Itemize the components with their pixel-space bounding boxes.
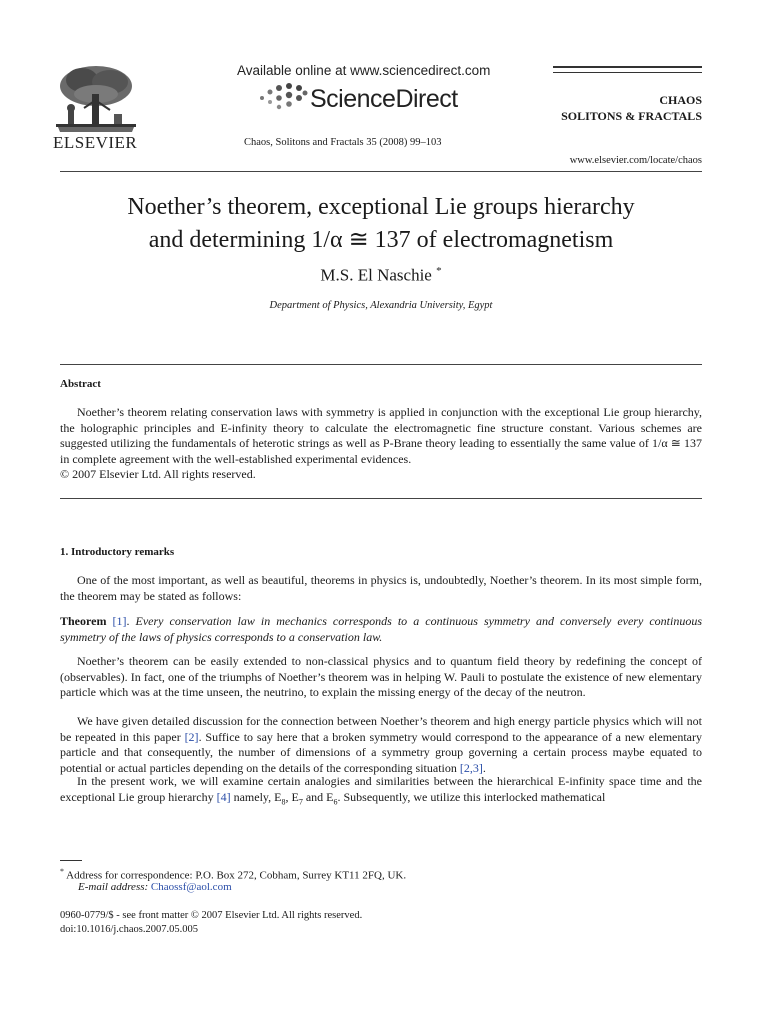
journal-title-line1: CHAOS <box>659 93 702 107</box>
article-title-line1: Noether’s theorem, exceptional Lie groups hierarchy <box>127 194 635 220</box>
author-line <box>60 265 702 286</box>
theorem-statement <box>60 614 702 645</box>
paragraph-text: We have given detailed discussion for the connection between Noether’s theorem and high energy particle physics which will not be repeated in this paper <box>60 714 702 744</box>
body-paragraph: Noether’s theorem can be easily extended to non-classical physics and to quantum field theory by redefining the concept of (observables). In fact, one of the triumphs of Noether’s theorem was in helping W. Pauli to postulate the existence of new elementary particle which was at the time unseen, the neutrino, to explain the missing energy of the decay of the neutron. <box>60 654 702 699</box>
paragraph-text: In the present work, we will examine certain analogies and similarities between the hierarchical E-infinity space time and the exceptional Lie group hierarchy <box>60 774 702 804</box>
subscript: 7 <box>298 796 303 806</box>
abstract-bottom-divider <box>60 498 702 499</box>
front-matter-line: 0960-0779/$ - see front matter © 2007 Elsevier Ltd. All rights reserved. <box>60 910 363 921</box>
paragraph-text: . <box>482 760 486 775</box>
author-name: M.S. El Naschie <box>320 265 432 285</box>
citation-link[interactable]: [2] <box>184 729 199 744</box>
sciencedirect-dots-icon <box>258 82 308 112</box>
paragraph-text: . Suffice to say here that a broken symmetry would correspond to the appearance of a new elementary particle and that consequently, the number of dimensions of a symmetry group governing a certain process maybe equated to potential or actual particles depending on the details of the corresponding situation <box>60 729 703 775</box>
section-heading: 1. Introductory remarks <box>60 546 175 558</box>
available-online-text: Available online at www.sciencedirect.com <box>237 63 491 78</box>
abstract-top-divider <box>60 364 702 365</box>
paragraph-text: . Subsequently, we utilize this interlocked mathematical <box>337 789 606 804</box>
journal-reference: Chaos, Solitons and Fractals 35 (2008) 99–103 <box>244 137 442 148</box>
citation-link[interactable]: [1] <box>112 614 127 628</box>
footnote-divider <box>60 860 82 861</box>
footnote-address <box>60 867 406 882</box>
journal-title-line2: SOLITONS & FRACTALS <box>561 109 702 123</box>
journal-title-rule <box>553 72 702 73</box>
article-title-line2: and determining 1/α ≅ 137 of electromagnetism <box>148 227 614 253</box>
author-footnote-mark[interactable]: * <box>436 265 442 277</box>
journal-url[interactable]: www.elsevier.com/locate/chaos <box>569 155 702 166</box>
header-divider <box>60 171 702 172</box>
theorem-dot: . <box>126 614 130 628</box>
author-affiliation: Department of Physics, Alexandria University, Egypt <box>269 300 493 311</box>
email-label: E-mail address: <box>78 881 149 893</box>
paragraph-text: namely, E <box>230 789 282 804</box>
publisher-name: ELSEVIER <box>53 133 138 152</box>
theorem-label: Theorem <box>60 614 107 628</box>
body-paragraph <box>60 774 702 809</box>
email-link[interactable]: Chaossf@aol.com <box>150 881 232 893</box>
body-paragraph: One of the most important, as well as beautiful, theorems in physics is, undoubtedly, Noether’s theorem. In its most simple form, the theorem may be stated as follows: <box>60 573 702 603</box>
theorem-text: Every conservation law in mechanics corresponds to a continuous symmetry and conversely every continuous symmetry of the laws of physics corresponds to a conservation law. <box>60 614 702 644</box>
subscript: 6 <box>333 796 338 806</box>
footnote-mark: * <box>60 867 64 876</box>
body-paragraph <box>60 714 702 776</box>
journal-title-rule <box>553 66 702 68</box>
citation-link[interactable]: [2,3] <box>459 760 483 775</box>
footnote-address-text: Address for correspondence: P.O. Box 272, Cobham, Surrey KT11 2FQ, UK. <box>66 869 407 882</box>
abstract-text: Noether’s theorem relating conservation laws with symmetry is applied in conjunction with the exceptional Lie group hierarchy, the holographic principles and E-infinity theory to calculate the electromagnetic fine structure constant. Various schemes are suggested utilizing the fundamentals of heterotic strings as well as P-Brane theory leading to essentially the same value of 1/α ≅ 137 in complete agreement with the well-established experimental evidences. <box>60 405 702 466</box>
citation-link[interactable]: [4] <box>216 789 231 804</box>
paragraph-text: , E <box>285 789 299 804</box>
footnote-email <box>78 881 232 893</box>
doi-line[interactable]: doi:10.1016/j.chaos.2007.05.005 <box>60 924 198 935</box>
elsevier-tree-logo <box>54 64 138 134</box>
paragraph-text: and E <box>302 789 334 804</box>
abstract-copyright: © 2007 Elsevier Ltd. All rights reserved. <box>60 467 256 481</box>
subscript: 8 <box>281 796 286 806</box>
abstract-body <box>60 405 702 483</box>
sciencedirect-logo-text: ScienceDirect <box>310 85 458 113</box>
abstract-heading: Abstract <box>60 378 101 390</box>
